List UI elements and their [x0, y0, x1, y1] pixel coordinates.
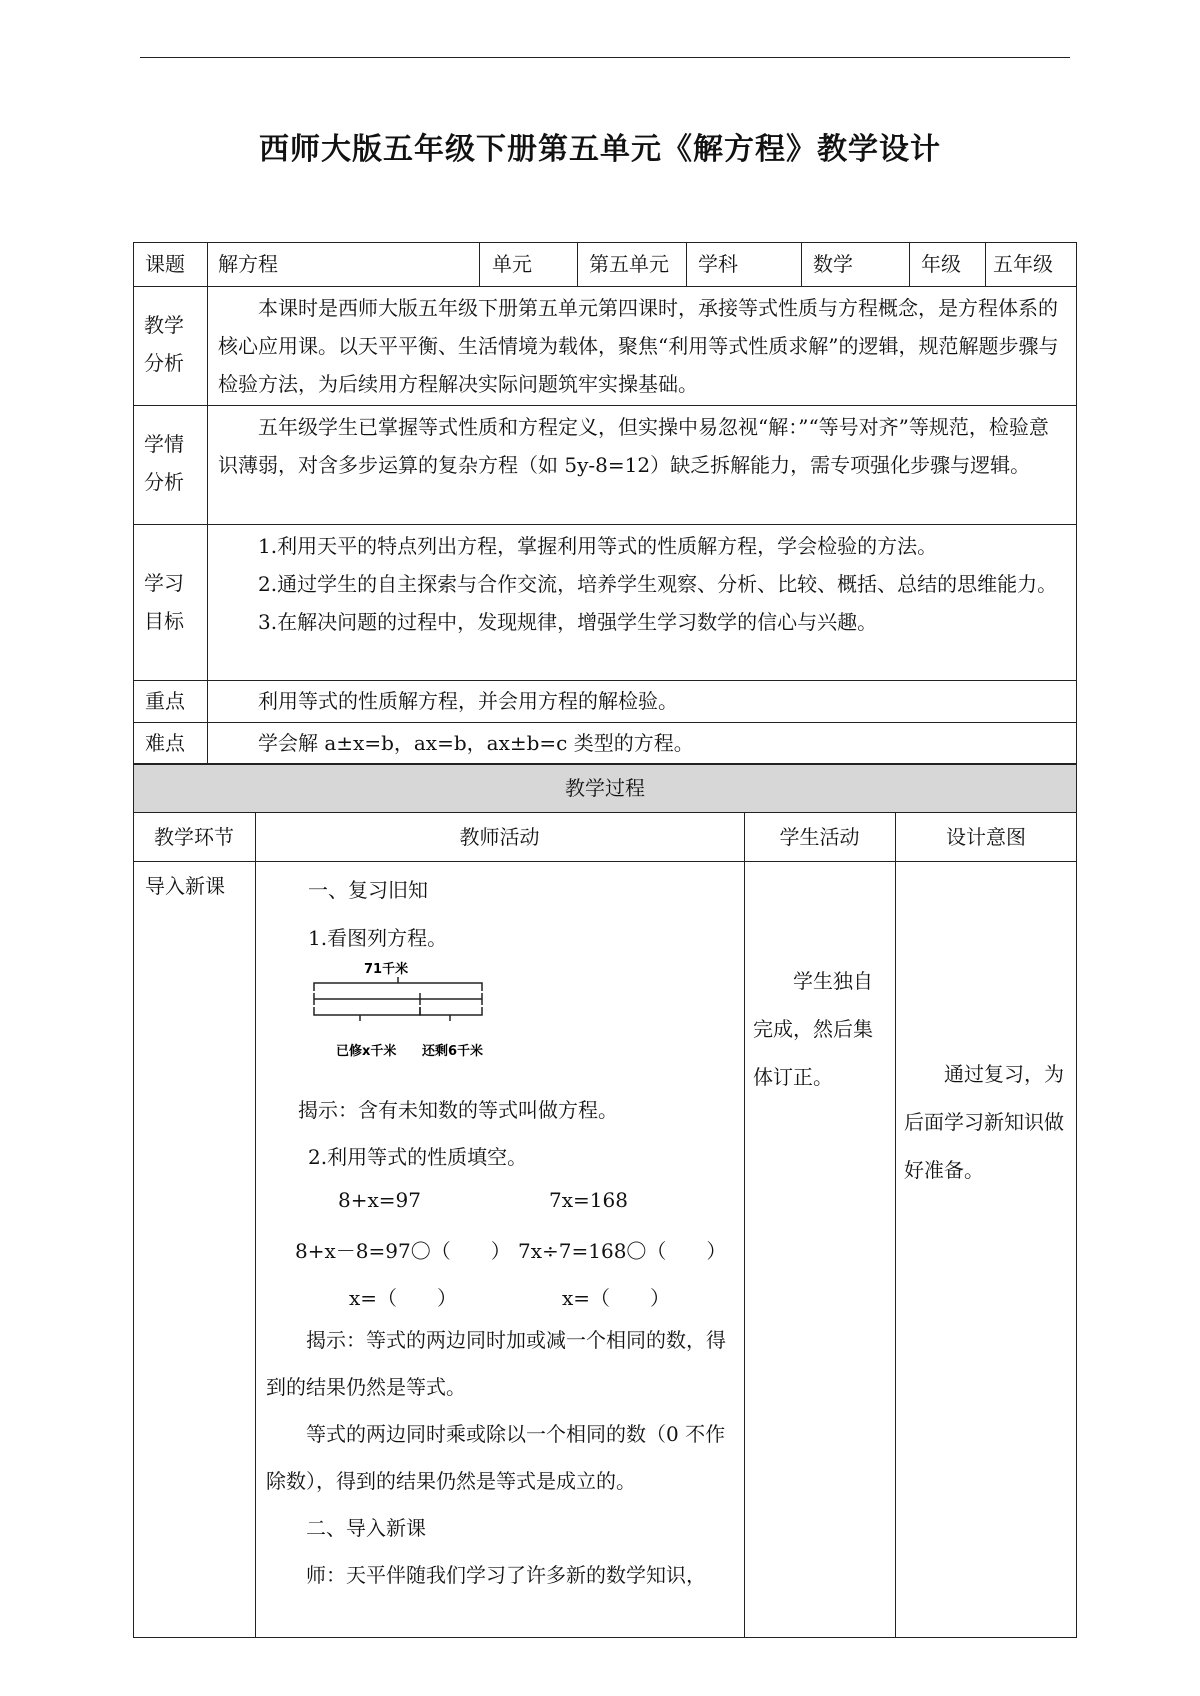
diagram-done-label: 已修x千米 [336, 1044, 397, 1059]
student-analysis-label: 学情分析 [144, 432, 184, 494]
col-stage: 教学环节 [154, 825, 234, 849]
equation: 7x÷7=168〇（ ） [518, 1239, 727, 1263]
student-activity: 学生独自完成，然后集体订正。 [753, 969, 873, 1089]
diagram-left-label: 还剩6千米 [422, 1044, 484, 1059]
unit-label: 单元 [492, 252, 532, 276]
col-intent: 设计意图 [946, 825, 1026, 849]
equation: 8+x－8=97〇（ ） [295, 1239, 511, 1263]
segment-diagram [300, 955, 500, 1070]
reveal-3: 等式的两边同时乘或除以一个相同的数（0 不作除数），得到的结果仍然是等式是成立的。 [266, 1422, 726, 1493]
equation: 8+x=97 [338, 1188, 421, 1212]
key-point-text: 利用等式的性质解方程，并会用方程的解检验。 [258, 689, 678, 713]
equation: 7x=168 [549, 1188, 628, 1212]
key-point-label: 重点 [145, 689, 185, 713]
review-heading: 一、复习旧知 [308, 878, 428, 902]
objectives-label: 学习目标 [144, 571, 184, 633]
teacher-line: 师：天平伴随我们学习了许多新的数学知识， [306, 1563, 706, 1587]
objectives-list [218, 527, 1068, 641]
topic-label: 课题 [145, 252, 185, 276]
item-2: 2.利用等式的性质填空。 [308, 1145, 528, 1169]
difficulty-label: 难点 [145, 731, 185, 755]
objective-item: 2.通过学生的自主探索与合作交流，培养学生观察、分析、比较、概括、总结的思维能力。 [258, 572, 1058, 596]
intro-heading: 二、导入新课 [306, 1516, 426, 1540]
diagram-total-label: 71千米 [364, 962, 409, 977]
objective-item: 3.在解决问题的过程中，发现规律，增强学生学习数学的信心与兴趣。 [258, 610, 878, 634]
topic-value: 解方程 [218, 252, 278, 276]
student-analysis-text: 五年级学生已掌握等式性质和方程定义，但实操中易忽视“解：”“等号对齐”等规范，检验意识薄弱，对含多步运算的复杂方程（如 5y-8=12）缺乏拆解能力，需专项强化步骤与逻辑。 [218, 415, 1049, 477]
col-teacher: 教师活动 [459, 825, 540, 849]
header-rule [140, 57, 1070, 58]
document-title: 西师大版五年级下册第五单元《解方程》教学设计 [259, 132, 941, 167]
teaching-analysis-text: 本课时是西师大版五年级下册第五单元第四课时，承接等式性质与方程概念，是方程体系的核心应用课。以天平平衡、生活情境为载体，聚焦“利用等式性质求解”的逻辑，规范解题步骤与检验方法，为后续用方程解决实际问题筑牢实操基础。 [218, 296, 1059, 396]
objective-item: 1.利用天平的特点列出方程，掌握利用等式的性质解方程，学会检验的方法。 [258, 534, 938, 558]
grade-label: 年级 [921, 252, 961, 276]
equation: x=（ ） [349, 1286, 458, 1310]
grade-value: 五年级 [993, 252, 1053, 276]
equation: x=（ ） [562, 1286, 671, 1310]
reveal-2: 揭示：等式的两边同时加或减一个相同的数，得到的结果仍然是等式。 [266, 1328, 726, 1399]
unit-value: 第五单元 [589, 252, 669, 276]
subject-label: 学科 [698, 252, 738, 276]
reveal-1: 揭示：含有未知数的等式叫做方程。 [298, 1098, 618, 1122]
col-student: 学生活动 [779, 825, 860, 849]
difficulty-text: 学会解 a±x=b，ax=b，ax±b=c 类型的方程。 [258, 731, 694, 755]
stage-name: 导入新课 [145, 874, 225, 898]
item-1: 1.看图列方程。 [308, 926, 448, 950]
process-header: 教学过程 [565, 776, 645, 800]
teaching-analysis-label: 教学分析 [144, 313, 184, 375]
subject-value: 数学 [813, 252, 853, 276]
design-intent: 通过复习，为后面学习新知识做好准备。 [904, 1062, 1064, 1182]
